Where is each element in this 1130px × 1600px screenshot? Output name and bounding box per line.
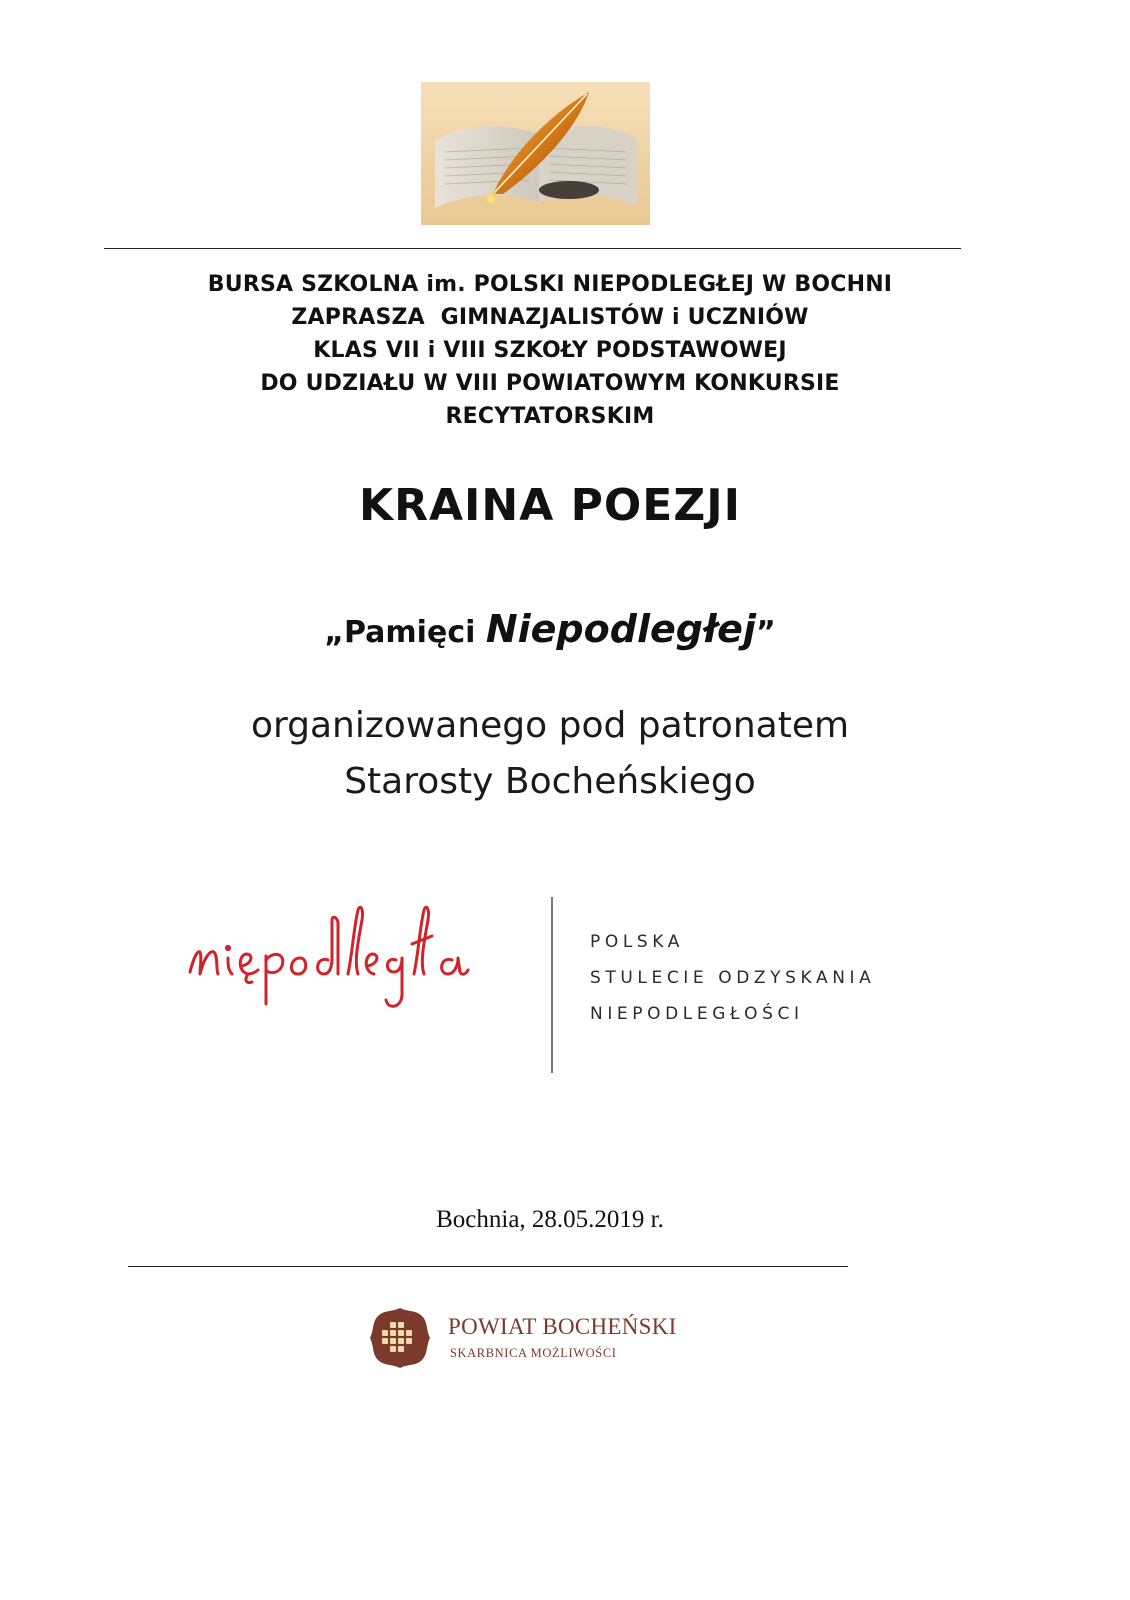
niepodlegla-script-logo: [182, 886, 512, 1016]
bottom-divider: [128, 1266, 848, 1267]
contest-subtitle: [80, 606, 1020, 656]
invitation-line: KLAS VII i VIII SZKOŁY PODSTAWOWEJ: [313, 338, 787, 363]
niepodlegla-logo-text: [590, 924, 875, 1032]
patronage-text: [80, 698, 1020, 810]
logo-line-3: NIEPODLEGŁOŚCI: [590, 1004, 804, 1024]
invitation-line: ZAPRASZA GIMNAZJALISTÓW i UCZNIÓW: [291, 305, 809, 330]
top-divider: [104, 248, 961, 249]
invitation-line: DO UDZIAŁU W VIII POWIATOWYM KONKURSIE: [260, 371, 840, 396]
logo-line-1: POLSKA: [590, 932, 684, 952]
invitation-line: BURSA SZKOLNA im. POLSKI NIEPODLEGŁEJ W BOCHNI: [207, 272, 893, 297]
powiat-tagline: SKARBNICA MOŻLIWOŚCI: [450, 1346, 617, 1360]
patronage-line-2: Starosty Bocheńskiego: [344, 761, 756, 802]
subtitle-close-quote: ”: [755, 615, 776, 650]
powiat-name: POWIAT BOCHEŃSKI: [448, 1314, 677, 1339]
quill-book-image: [421, 82, 650, 225]
powiat-emblem-icon: [368, 1306, 432, 1370]
subtitle-open-quote: „: [324, 615, 344, 650]
place-date: Bochnia, 28.05.2019 r.: [436, 1206, 664, 1233]
invitation-text: [80, 268, 1020, 433]
invitation-line: RECYTATORSKIM: [445, 404, 655, 429]
logo-line-2: STULECIE ODZYSKANIA: [590, 968, 876, 988]
patronage-line-1: organizowanego pod patronatem: [250, 705, 850, 746]
logo-divider: [551, 897, 553, 1073]
contest-title: KRAINA POEZJI: [359, 480, 741, 531]
subtitle-part2: Niepodległej: [485, 607, 756, 651]
subtitle-part1: Pamięci: [344, 615, 486, 650]
